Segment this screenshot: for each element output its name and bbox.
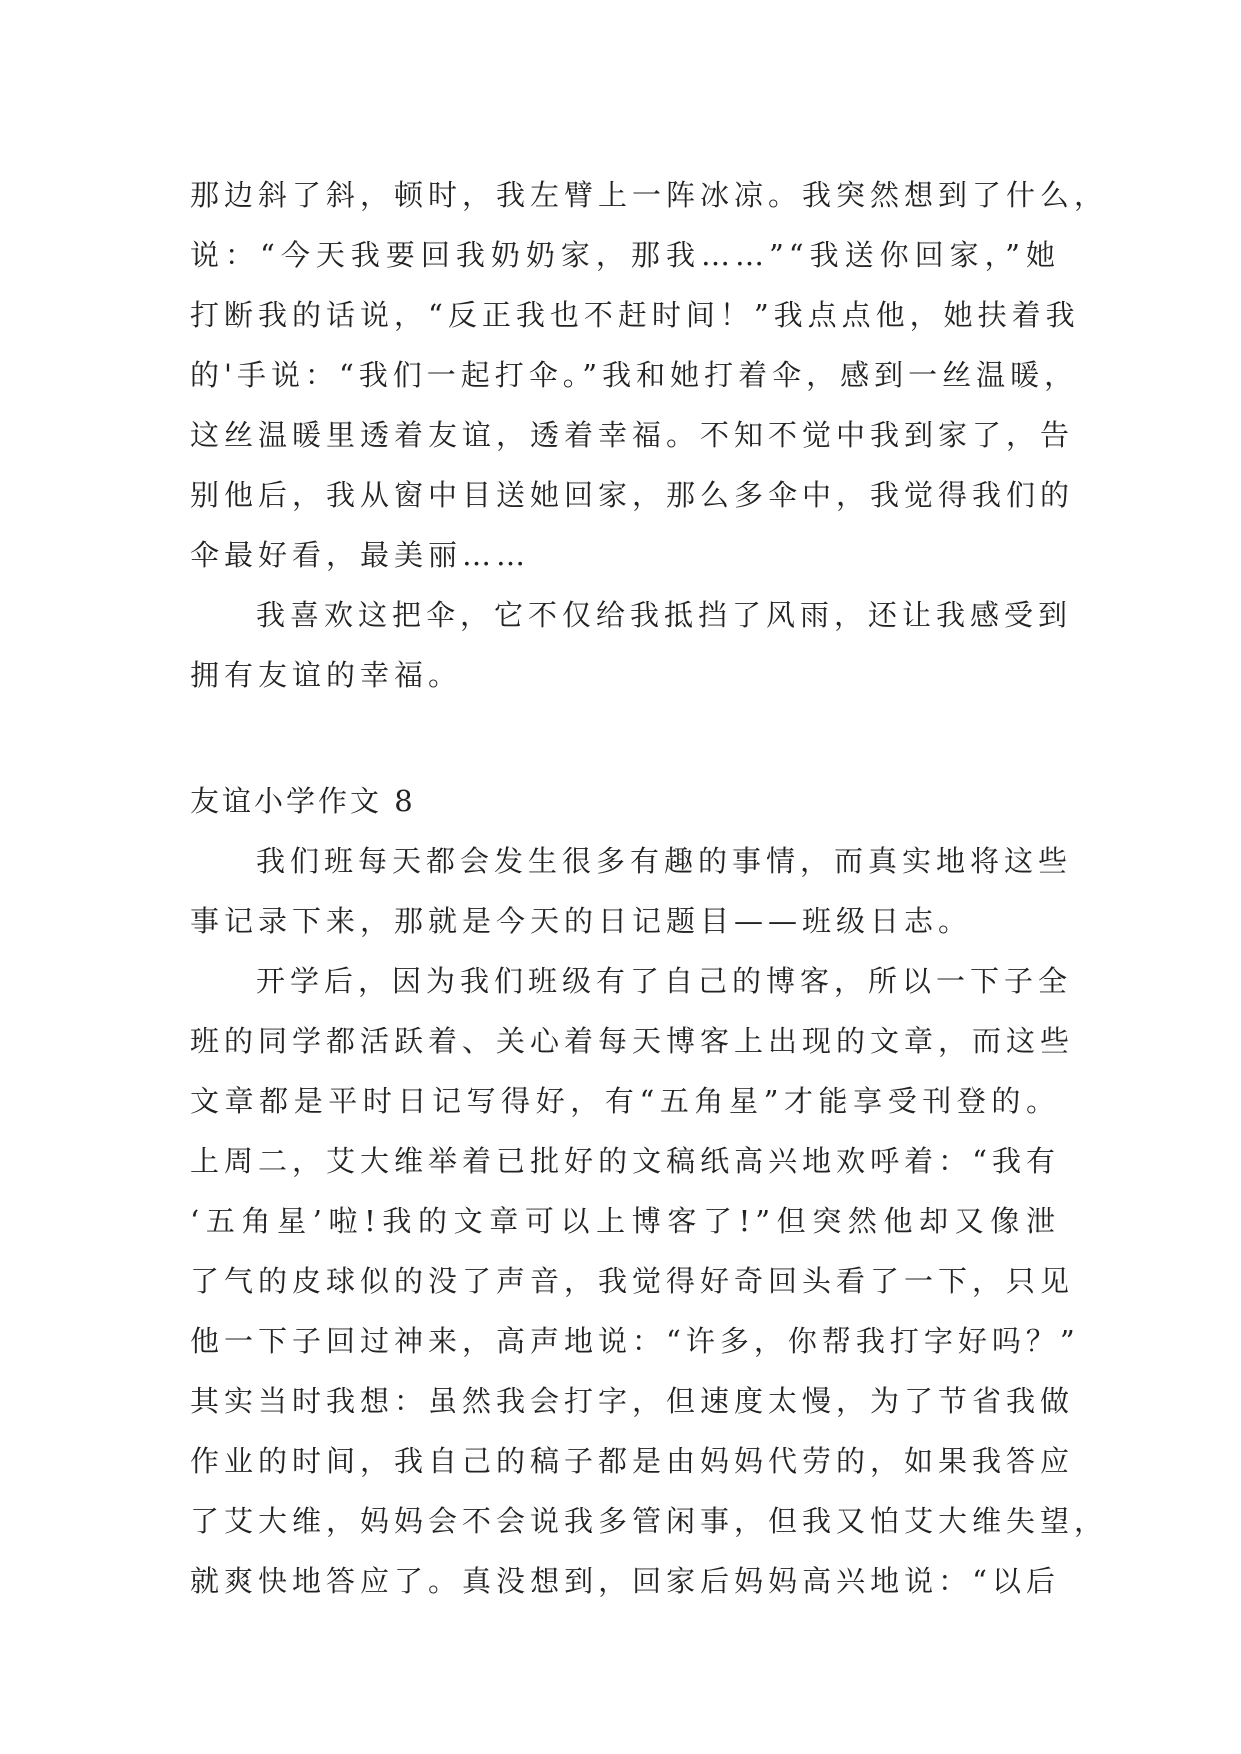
text-line: 就爽快地答应了。真没想到，回家后妈妈高兴地说：“以后 bbox=[190, 1564, 1060, 1598]
paragraph-class-intro bbox=[190, 831, 1073, 951]
text-line: 开学后，因为我们班级有了自己的博客，所以一下子全 bbox=[256, 964, 1073, 998]
section-spacer bbox=[190, 705, 1060, 771]
text-line: 说：“今天我要回我奶奶家，那我……”“我送你回家，”她 bbox=[190, 238, 1060, 272]
text-line: 文章都是平时日记写得好，有“五角星”才能享受刊登的。 bbox=[190, 1084, 1060, 1118]
text-line: 那边斜了斜，顿时，我左臂上一阵冰凉。我突然想到了什么， bbox=[190, 178, 1109, 212]
section-title: 友谊小学作文 8 bbox=[190, 784, 416, 818]
text-line: 的'手说：“我们一起打伞。”我和她打着伞，感到一丝温暖， bbox=[190, 358, 1079, 392]
text-line: 我们班每天都会发生很多有趣的事情，而真实地将这些 bbox=[256, 844, 1073, 878]
text-line: 他一下子回过神来，高声地说：“许多，你帮我打字好吗？” bbox=[190, 1324, 1080, 1358]
paragraph-umbrella-story bbox=[190, 165, 1109, 585]
text-line: 班的同学都活跃着、关心着每天博客上出现的文章，而这些 bbox=[190, 1024, 1075, 1058]
text-line: 作业的时间，我自己的稿子都是由妈妈代劳的，如果我答应 bbox=[190, 1444, 1075, 1478]
text-line: 别他后，我从窗中目送她回家，那么多伞中，我觉得我们的 bbox=[190, 478, 1075, 512]
document-page bbox=[190, 165, 1109, 1611]
text-line: 伞最好看，最美丽…… bbox=[190, 538, 531, 572]
paragraph-class-blog bbox=[190, 951, 1109, 1611]
paragraph-conclusion bbox=[190, 585, 1073, 705]
text-line: 我喜欢这把伞，它不仅给我抵挡了风雨，还让我感受到 bbox=[256, 598, 1073, 632]
text-line: 了气的皮球似的没了声音，我觉得好奇回头看了一下，只见 bbox=[190, 1264, 1075, 1298]
text-line: 这丝温暖里透着友谊，透着幸福。不知不觉中我到家了，告 bbox=[190, 418, 1075, 452]
text-line: ‘五角星’啦!我的文章可以上博客了!”但突然他却又像泄 bbox=[190, 1204, 1060, 1238]
text-line: 上周二，艾大维举着已批好的文稿纸高兴地欢呼着：“我有 bbox=[190, 1144, 1060, 1178]
text-line: 拥有友谊的幸福。 bbox=[190, 658, 463, 692]
text-line: 其实当时我想：虽然我会打字，但速度太慢，为了节省我做 bbox=[190, 1384, 1075, 1418]
text-line: 了艾大维，妈妈会不会说我多管闲事，但我又怕艾大维失望， bbox=[190, 1504, 1109, 1538]
text-line: 事记录下来，那就是今天的日记题目——班级日志。 bbox=[190, 904, 973, 938]
text-line: 打断我的话说，“反正我也不赶时间！”我点点他，她扶着我 bbox=[190, 298, 1080, 332]
